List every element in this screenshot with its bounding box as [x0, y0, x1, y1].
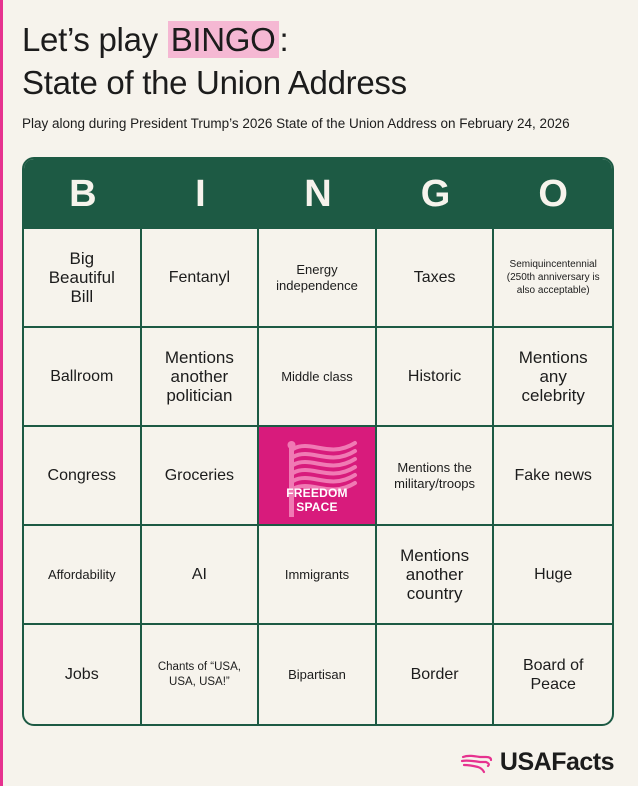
bingo-cell[interactable]: Border — [377, 625, 495, 724]
bingo-cell[interactable]: Semiquincentennial (250th anniversary is also acceptable) — [494, 229, 612, 328]
bingo-cell[interactable]: Affordability — [24, 526, 142, 625]
bingo-cell[interactable]: Big Beautiful Bill — [24, 229, 142, 328]
header-letter-b: B — [69, 172, 97, 215]
title-highlight: BINGO — [168, 21, 279, 58]
bingo-cell[interactable]: Energy independence — [259, 229, 377, 328]
title-prefix: Let’s play — [22, 21, 167, 58]
bingo-cell[interactable]: Ballroom — [24, 328, 142, 427]
free-space-label — [286, 486, 347, 514]
bingo-cell[interactable]: Fentanyl — [142, 229, 260, 328]
bingo-cell[interactable]: Mentions any celebrity — [494, 328, 612, 427]
left-accent-bar — [0, 0, 3, 786]
title-suffix: : — [279, 21, 289, 58]
free-space-line2: SPACE — [296, 499, 338, 514]
usa-map-icon — [460, 752, 494, 774]
bingo-cell[interactable]: Board of Peace — [522, 656, 584, 693]
bingo-header-row — [24, 159, 612, 229]
bingo-cell[interactable]: Mentions another country — [377, 526, 495, 625]
bingo-cell[interactable]: Historic — [377, 328, 495, 427]
subtitle: Play along during President Trump’s 2026 State of the Union Address on February 24, 2026 — [22, 116, 570, 131]
free-space-cell[interactable] — [259, 427, 377, 526]
bingo-cell[interactable]: Mentions the military/troops — [377, 427, 495, 526]
bingo-card — [22, 157, 614, 726]
page-title — [22, 18, 407, 104]
header-letter-o: O — [538, 172, 568, 215]
header-letter-g: G — [420, 172, 451, 215]
bingo-cell[interactable]: AI — [142, 526, 260, 625]
bingo-cell[interactable]: Bipartisan — [259, 625, 377, 724]
bingo-cell[interactable]: Fake news — [494, 427, 612, 526]
bingo-cell[interactable]: Chants of “USA, USA, USA!” — [142, 625, 260, 724]
bingo-cell[interactable]: Congress — [24, 427, 142, 526]
bingo-cell[interactable]: Mentions another politician — [142, 328, 260, 427]
bingo-cell[interactable]: Middle class — [259, 328, 377, 427]
bingo-cell[interactable]: Taxes — [377, 229, 495, 328]
header-letter-i: I — [195, 172, 206, 215]
header-letter-n: N — [304, 172, 332, 215]
usafacts-logo[interactable] — [460, 748, 614, 777]
logo-text: USAFacts — [499, 748, 614, 776]
bingo-cell[interactable]: Jobs — [24, 625, 142, 724]
bingo-cell[interactable]: Huge — [494, 526, 612, 625]
title-line2: State of the Union Address — [22, 64, 407, 101]
bingo-cell[interactable]: Groceries — [142, 427, 260, 526]
bingo-grid — [24, 229, 612, 724]
free-space-line1: FREEDOM — [286, 485, 348, 500]
bingo-cell[interactable]: Immigrants — [259, 526, 377, 625]
